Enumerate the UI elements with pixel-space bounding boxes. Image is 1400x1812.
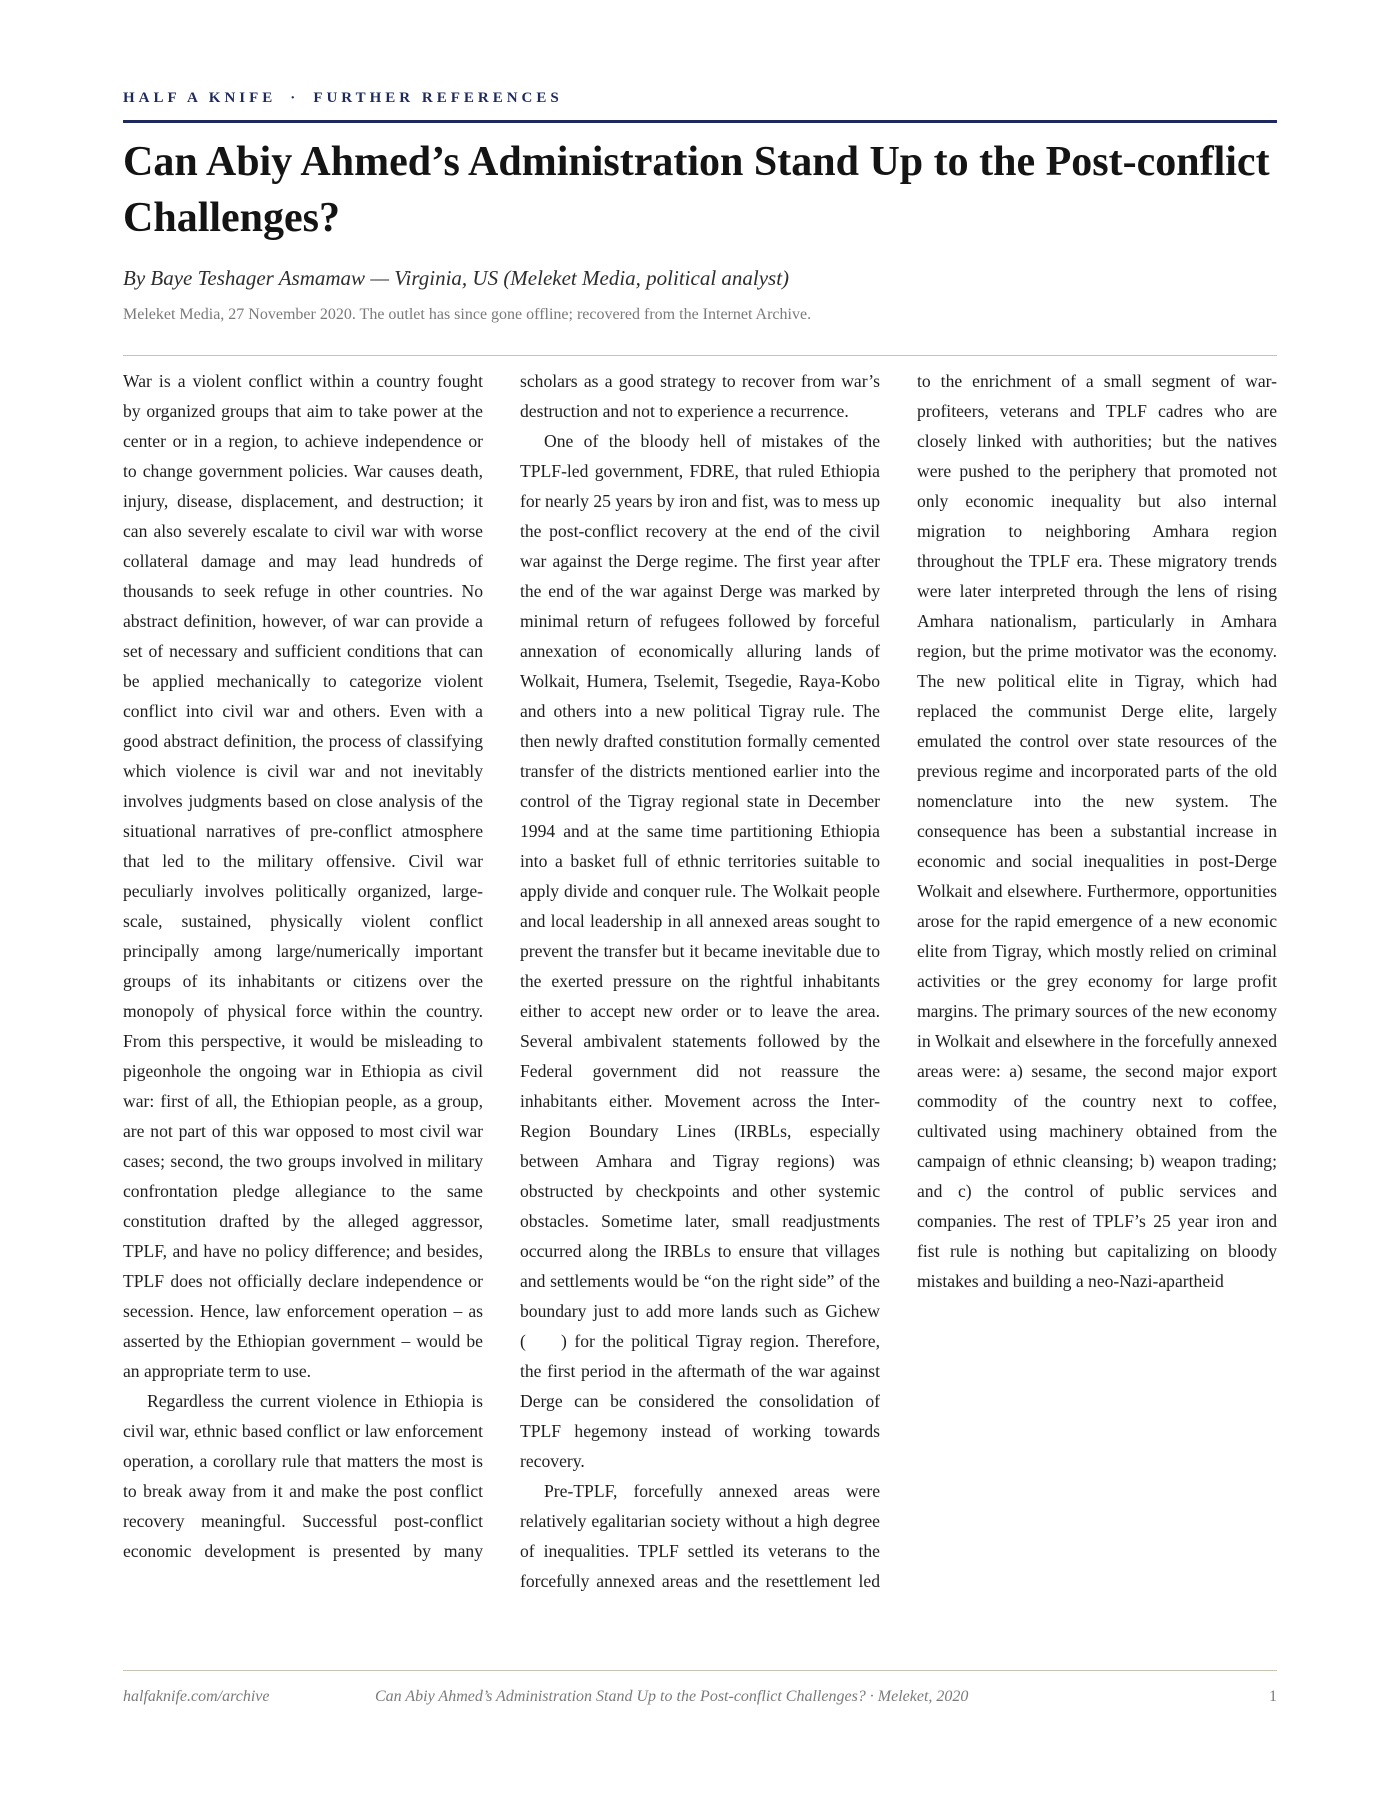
footer-site-link[interactable]: halfaknife.com/archive xyxy=(123,1688,270,1705)
running-head-separator: · xyxy=(290,90,300,106)
article-body xyxy=(123,366,1277,1621)
article-title: Can Abiy Ahmed’s Administration Stand Up to the Post-conflict Challenges? xyxy=(123,139,1270,241)
document-page xyxy=(123,0,1277,1812)
body-paragraph-3: One of the bloody hell of mistakes of the TPLF-led government, FDRE, that ruled Ethiopia for nearly 25 years by iron and fist, was to mess up the post-conflict recovery at the end of the civil war against the Derge regime. The first year after the end of the war against Derge was marked by minimal return of refugees followed by forceful annexation of economically alluring lands of Wolkait, Humera, Tselemit, Tsegedie, Raya-Kobo and others into a new political Tigray rule. The then newly drafted constitution formally cemented transfer of the districts mentioned earlier into the control of the Tigray regional state in December 1994 and at the same time partitioning Ethiopia into a basket full of ethnic territories suitable to apply divide and conquer rule. The Wolkait people and local leadership in all annexed areas sought to prevent the transfer but it became inevitable due to the exerted pressure on the rightful inhabitants either to accept new order or to leave the area. Several ambivalent statements followed by the Federal government did not reassure the inhabitants either. Movement across the Inter-Region Boundary Lines (IRBLs, especially between Amhara and Tigray regions) was obstructed by checkpoints and other systemic obstacles. Sometime later, small readjustments occurred along the IRBLs to ensure that villages and settlements would be “on the right side” of the boundary just to add more lands such as Gichew ( ) for the political Tigray region. Therefore, the first period in the aftermath of the war against Derge can be considered the consolidation of TPLF hegemony instead of working towards recovery. xyxy=(520,431,880,1471)
running-head xyxy=(123,90,563,107)
footer-rule xyxy=(123,1670,1277,1671)
meta-rule xyxy=(123,355,1277,356)
section-name: FURTHER REFERENCES xyxy=(313,90,563,106)
body-paragraph-4: Pre-TPLF, forcefully annexed areas were relatively egalitarian society without a high degree of inequalities. TPLF settled its veterans to the forcefully annexed areas and the resettlement led to the enrichment of a small segment of war-profiteers, veterans and TPLF cadres who are closely linked with authorities; but the natives were pushed to the periphery that promoted not only economic inequality but also internal migration to neighboring Amhara region throughout the TPLF era. These migratory trends were later interpreted through the lens of rising Amhara nationalism, particularly in Amhara region, but the prime motivator was the economy. The new political elite in Tigray, which had replaced the communist Derge elite, largely emulated the control over state resources of the previous regime and incorporated parts of the old nomenclature into the new system. The consequence has been a substantial increase in economic and social inequalities in post-Derge Wolkait and elsewhere. Furthermore, opportunities arose for the rapid emergence of a new economic elite from Tigray, which mostly relied on criminal activities or the grey economy for large profit margins. The primary sources of the new economy in Wolkait and elsewhere in the forcefully annexed areas were: a) sesame, the second major export commodity of the country next to coffee, cultivated using machinery obtained from the campaign of ethnic cleansing; b) weapon trading; and c) the control of public services and companies. The rest of TPLF’s 25 year iron and fist rule is nothing but capitalizing on bloody mistakes and building a neo-Nazi-apartheid xyxy=(520,371,1277,1591)
footer-citation: Can Abiy Ahmed’s Administration Stand Up to the Post-conflict Challenges? · Meleket, 2020 xyxy=(375,1688,969,1705)
source-note: Meleket Media, 27 November 2020. The outlet has since gone offline; recovered from the Internet Archive. xyxy=(123,306,812,323)
body-paragraph-2: Regardless the current violence in Ethiopia is civil war, ethnic based conflict or law enforcement operation, a corollary rule that matters the most is to break away from it and make the post conflict recovery meaningful. Successful post-conflict economic development is presented by many scholars as a good strategy to recover from war’s destruction and not to experience a recurrence. xyxy=(123,371,880,1561)
page-number: 1 xyxy=(1269,1688,1277,1705)
article-byline: By Baye Teshager Asmamaw — Virginia, US (Meleket Media, political analyst) xyxy=(123,266,790,290)
publication-name: HALF A KNIFE xyxy=(123,90,277,106)
body-paragraph-1: War is a violent conflict within a country fought by organized groups that aim to take power at the center or in a region, to achieve independence or to change government policies. War causes death, injury, disease, displacement, and destruction; it can also severely escalate to civil war with worse collateral damage and may lead hundreds of thousands to seek refuge in other countries. No abstract definition, however, of war can provide a set of necessary and sufficient conditions that can be applied mechanically to categorize violent conflict into civil war and others. Even with a good abstract definition, the process of classifying which violence is civil war and not inevitably involves judgments based on close analysis of the situational narratives of pre-conflict atmosphere that led to the military offensive. Civil war peculiarly involves politically organized, large-scale, sustained, physically violent conflict principally among large/numerically important groups of its inhabitants or citizens over the monopoly of physical force within the country. From this perspective, it would be misleading to pigeonhole the ongoing war in Ethiopia as civil war: first of all, the Ethiopian people, as a group, are not part of this war opposed to most civil war cases; second, the two groups involved in military confrontation pledge allegiance to the same constitution drafted by the alleged aggressor, TPLF, and have no policy difference; and besides, TPLF does not officially declare independence or secession. Hence, law enforcement operation – as asserted by the Ethiopian government – would be an appropriate term to use. xyxy=(123,371,483,1381)
header-rule xyxy=(123,120,1277,123)
